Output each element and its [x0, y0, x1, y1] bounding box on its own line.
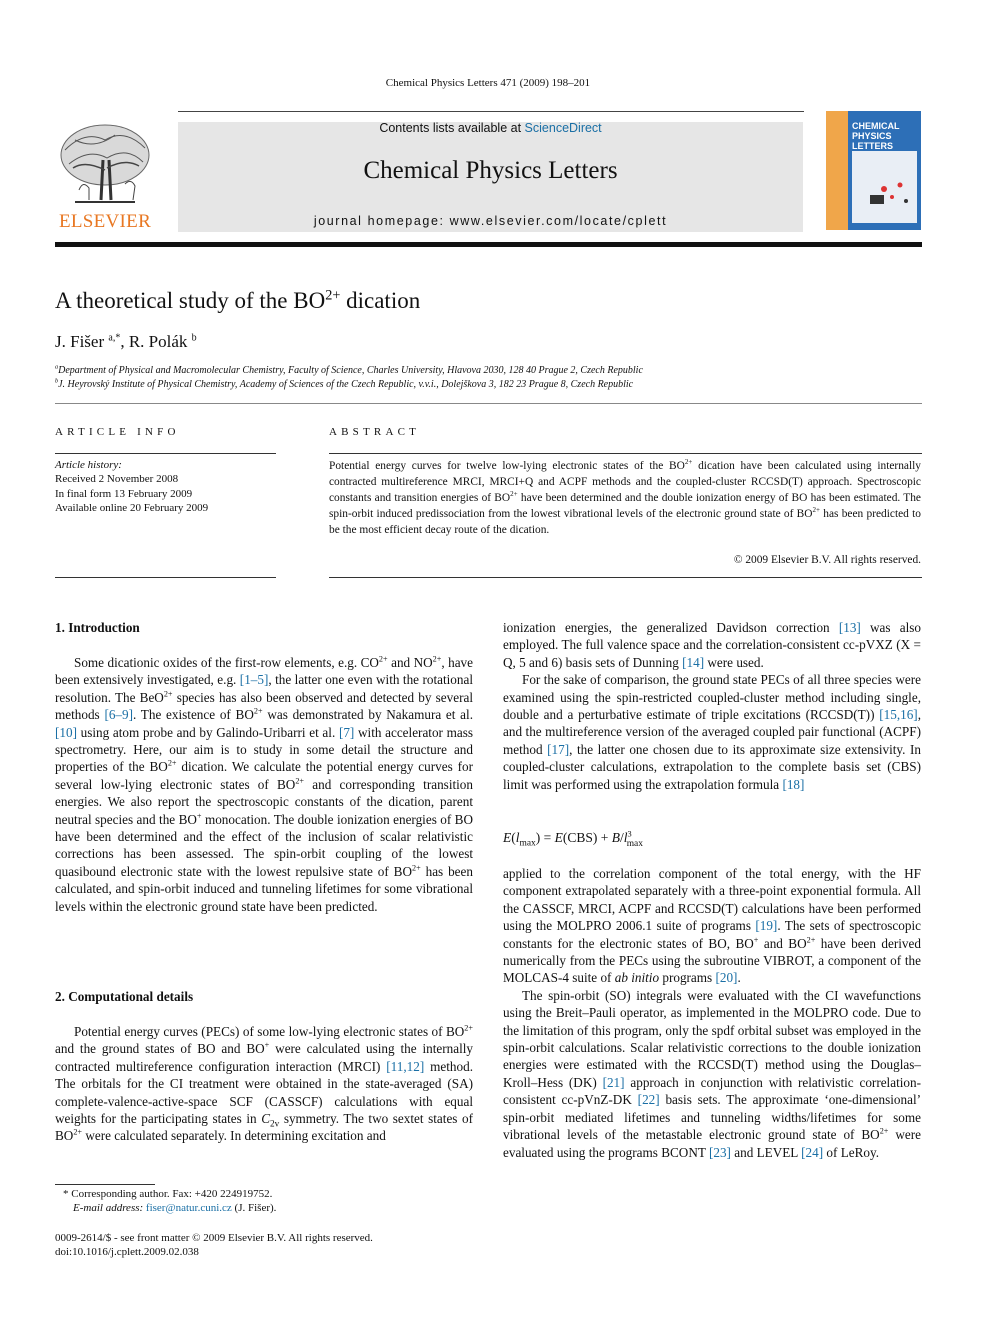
cover-title-2: PHYSICS — [852, 131, 892, 141]
affiliation-a-mark: a — [55, 363, 59, 371]
article-info-rule-bottom — [55, 577, 276, 578]
issn-line: 0009-2614/$ - see front matter © 2009 Elsevier B.V. All rights reserved. — [55, 1232, 373, 1244]
sciencedirect-link[interactable]: ScienceDirect — [524, 121, 602, 135]
doi-line: doi:10.1016/j.cplett.2009.02.038 — [55, 1246, 199, 1258]
extrapolation-formula: $E(l_{max}) = E(CBS) + B/l^3_{max}$ — [503, 829, 643, 849]
email-note — [55, 1201, 276, 1215]
computational-details-body: Potential energy curves (PECs) of some low-lying electronic states of $BO^{2+}$ and the ground states of BO and BO+ were calculated using the internally contracted multireference configuration interaction (MRCI) [11,12] method. The orbitals for the CI treatment were obtained in the state-averaged (SA) complete-valence-active-space SCF (CASSCF) calculations with equal weights for the participating states in $C_{2v}$ symmetry. The two sextet states of $BO^{2+}$ were calculated separately. In determining excitation and — [55, 1023, 473, 1144]
author-1: J. Fišer — [55, 332, 105, 351]
footnote — [55, 1187, 276, 1215]
history-received: Received 2 November 2008 — [55, 473, 179, 486]
affiliation-b-text: J. Heyrovský Institute of Physical Chemistry, Academy of Sciences of the Czech Republic, v.v.i., Dolejškova 3, 182 23 Prague 8, Czech Republic — [58, 379, 634, 390]
abstract-copyright: © 2009 Elsevier B.V. All rights reserved. — [733, 554, 921, 566]
affiliation-a-text: Department of Physical and Macromolecular Chemistry, Faculty of Science, Charles University, Hlavova 2030, 128 40 Prague 2, Czech Republic — [58, 365, 643, 376]
history-final-form: In final form 13 February 2009 — [55, 487, 193, 500]
journal-homepage[interactable]: journal homepage: www.elsevier.com/locate/cplett — [313, 214, 668, 228]
author-1-affiliation-mark: a,* — [108, 332, 121, 344]
article-history — [55, 458, 208, 515]
title-superscript: 2+ — [325, 287, 341, 304]
history-label: Article history: — [55, 459, 122, 471]
footnote-rule — [55, 1184, 155, 1185]
abstract-rule-bottom — [329, 577, 922, 578]
author-2: R. Polák — [128, 332, 188, 351]
corresponding-author-note: * Corresponding author. Fax: +420 224919752. — [63, 1188, 273, 1200]
section-1-heading: 1. Introduction — [55, 620, 140, 635]
header-rule — [178, 111, 804, 112]
column-2-top-text: ionization energies, the generalized Davidson correction [13] was also employed. The full valence space and the correlation-consistent cc-pVXZ (X = Q, 5 and 6) basis sets of Dunning [14] were used. For the sake of comparison, the ground state PECs of all three species were examined using the spin-restricted coupled-cluster method including single, double and a perturbative estimate of triple excitations (RCCSD(T)) [15,16], and the multireference version of the averaged coupled pair functional (ACPF) method [17], the latter one chosen due to its approximate size extensivity. In coupled-cluster calculations, extrapolation to the complete basis set (CBS) limit was performed using the extrapolation formula [18] — [503, 620, 922, 792]
contents-prefix: Contents lists available at — [379, 121, 522, 135]
journal-name: Chemical Physics Letters — [363, 157, 618, 184]
author-list: J. Fišer $^{a,*}$, R. Polák $^b$ — [55, 332, 197, 351]
history-online: Available online 20 February 2009 — [55, 501, 209, 514]
abstract-rule-top — [329, 453, 922, 454]
header-thick-rule — [55, 242, 922, 247]
affiliation-b-mark: b — [55, 377, 59, 385]
author-2-affiliation-mark: b — [191, 332, 197, 344]
article-info-heading: ARTICLE INFO — [55, 426, 180, 438]
contents-line — [178, 121, 803, 135]
elsevier-wordmark: ELSEVIER — [58, 211, 152, 232]
affiliation-rule — [55, 403, 922, 404]
abstract-heading: ABSTRACT — [329, 426, 421, 438]
column-2-bottom-text: applied to the correlation component of the total energy, with the HF component extrapolated separately with a three-point exponential formula. All the CASSCF, MRCI, ACPF and RCCSD(T) calculations have been performed using the MOLPRO 2006.1 suite of programs [19]. The sets of spectroscopic constants for the electronic states of BO, BO+ and $BO^{2+}$ have been derived numerically from the PECs using the subroutine VIBROT, a component of the MOLCAS-4 suite of ab initio programs [20]. The spin-orbit (SO) integrals were evaluated with the CI wavefunctions using the Breit–Pauli operator, as implemented in the MOLPRO code. Due to the limitation of this program, only the spdf orbital subset was employed in the spin-orbit calculations. Scalar relativistic corrections to the double ionization energies were estimated with the RCCSD(T) method using the Douglas–Kroll–Hess (DK) [21] approach in conjunction with relativistic correlation-consistent cc-pVnZ-DK [22] basis sets. The approximate ‘one-dimensional’ spin-orbit mediated lifetimes and tunneling widths/lifetimes for some vibrational levels of the metastable electronic ground state of $BO^{2+}$ were evaluated using the programs BCONT [23] and LEVEL [24] of LeRoy. — [503, 866, 922, 1160]
email-link[interactable]: fiser@natur.cuni.cz — [145, 1202, 232, 1214]
title-text-end: dication — [340, 288, 421, 313]
article-info-rule-top — [55, 453, 276, 454]
introduction-body: Some dicationic oxides of the first-row elements, e.g. $CO^{2+}$ and $NO^{2+}$, have been extensively investigated, e.g. [1–5], the latter one even with the rotational resolution. The BeO$^{2+}$ species has also been observed and detected by several methods [6–9]. The existence of $BO^{2+}$ was demonstrated by Nakamura et al. [10] using atom probe and by Galindo-Uribarri et al. [7] with accelerator mass spectrometry. Here, our aim is to study in some detail the structure and properties of the $BO^{2+}$ dication. We calculate the potential energy curves for several low-lying electronic states of $BO^{2+}$ and corresponding transition energies. We also report the spectroscopic constants of the dication, parent neutral species and the BO+ monocation. The double ionization energies of BO have been determined and the effect of the inclusion of scalar relativistic corrections has been assessed. The spin-orbit coupling of the lowest quasibound electronic state with the lowest repulsive state of $BO^{2+}$ has been calculated, and spin-orbit induced and tunneling lifetimes for some vibrational levels within the electronic ground state have been predicted. — [55, 654, 474, 914]
title-text: A theoretical study of the BO — [55, 288, 326, 313]
affiliation-a — [55, 365, 643, 376]
bottom-info — [55, 1231, 373, 1259]
running-head: Chemical Physics Letters 471 (2009) 198–201 — [385, 77, 591, 89]
email-suffix: (J. Fišer). — [231, 1202, 277, 1214]
section-2-heading: 2. Computational details — [55, 989, 194, 1004]
email-label: E-mail address: — [73, 1202, 144, 1214]
abstract-text: Potential energy curves for twelve low-lying electronic states of the $BO^{2+}$ dication have been calculated using internally contracted multireference MRCI, MRCI+Q and ACPF methods and the coupled-cluster RCCSD(T) approach. Spectroscopic constants and transition energies of $BO^{2+}$ have been determined and the double ionization energy of BO has been estimated. The spin-orbit induced predissociation from the lowest vibrational levels of the electronic ground state of $BO^{2+}$ has been predicted to be the most efficient decay route of the dication. — [329, 458, 922, 536]
article-title — [55, 288, 420, 314]
journal-cover-thumbnail — [826, 111, 921, 230]
affiliation-b — [55, 379, 633, 390]
cover-title-1: CHEMICAL — [852, 121, 900, 131]
cover-title-3: LETTERS — [852, 141, 894, 151]
